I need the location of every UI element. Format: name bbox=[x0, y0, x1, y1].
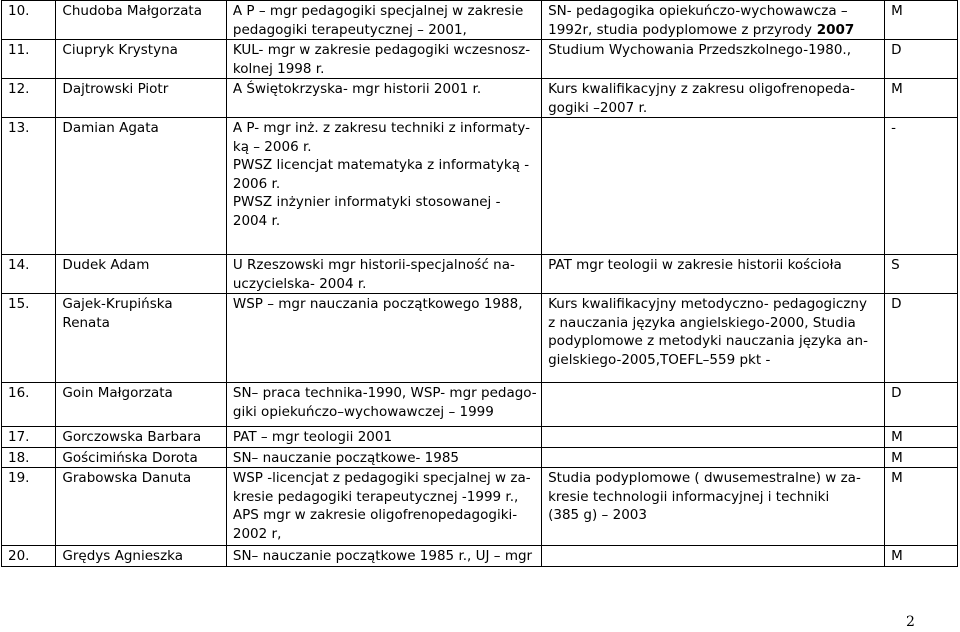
qualification-line: kresie technologii informacyjnej i techniki bbox=[548, 488, 830, 505]
education-line: KUL- mgr w zakresie pedagogiki wczesnosz- bbox=[232, 42, 531, 58]
promotion-level: - bbox=[885, 118, 958, 255]
qualifications-cell bbox=[542, 468, 885, 546]
table-row bbox=[2, 40, 958, 79]
qualifications-cell bbox=[542, 40, 885, 79]
qualification-line: PAT mgr teologii w zakresie historii kościoła bbox=[548, 257, 842, 273]
teacher-name: Chudoba Małgorzata bbox=[56, 1, 226, 40]
education-line: A Świętokrzyska- mgr historii 2001 r. bbox=[232, 81, 482, 97]
education-line: A P – mgr pedagogiki specjalnej w zakresie bbox=[232, 3, 524, 19]
education-line: WSP -licencjat z pedagogiki specjalnej w za- bbox=[232, 470, 531, 486]
qualification-line: Kurs kwalifikacyjny z zakresu oligofrenopeda- bbox=[548, 81, 856, 97]
education-cell bbox=[226, 79, 541, 118]
qualification-line: gielskiego-2005,TOEFL–559 pkt - bbox=[548, 351, 771, 368]
education-line: 2004 r. bbox=[232, 212, 281, 229]
education-cell bbox=[226, 40, 541, 79]
qualification-year: 2007 bbox=[812, 21, 855, 38]
education-cell bbox=[226, 546, 541, 567]
education-line: giki opiekuńczo–wychowawczej – 1999 bbox=[232, 403, 494, 420]
row-number: 15. bbox=[2, 294, 56, 383]
promotion-level: M bbox=[885, 468, 958, 546]
row-number: 16. bbox=[2, 383, 56, 427]
teacher-name: Goin Małgorzata bbox=[56, 383, 226, 427]
promotion-level: M bbox=[885, 546, 958, 567]
qualifications-cell bbox=[542, 79, 885, 118]
row-number: 20. bbox=[2, 546, 56, 567]
table-row bbox=[2, 79, 958, 118]
promotion-level: M bbox=[885, 79, 958, 118]
education-cell bbox=[226, 447, 541, 468]
qualifications-cell bbox=[542, 294, 885, 383]
education-line: PAT – mgr teologii 2001 bbox=[232, 429, 393, 445]
table-row bbox=[2, 546, 958, 567]
education-line: 2002 r, bbox=[232, 525, 282, 542]
teacher-name: Gościmińska Dorota bbox=[56, 447, 226, 468]
education-line: PWSZ inżynier informatyki stosowanej - bbox=[232, 194, 501, 210]
education-line: WSP – mgr nauczania początkowego 1988, bbox=[232, 296, 523, 312]
promotion-level: S bbox=[885, 255, 958, 294]
row-number: 12. bbox=[2, 79, 56, 118]
education-line: kolnej 1998 r. bbox=[232, 60, 325, 77]
qualifications-cell bbox=[542, 546, 885, 567]
teacher-name: Gajek-Krupińska Renata bbox=[56, 294, 226, 383]
qualifications-cell bbox=[542, 118, 885, 255]
education-line: kresie pedagogiki terapeutycznej -1999 r., bbox=[232, 488, 519, 505]
teacher-name: Damian Agata bbox=[56, 118, 226, 255]
qualification-line: Studia podyplomowe ( dwusemestralne) w za- bbox=[548, 470, 861, 486]
qualification-line: (385 g) – 2003 bbox=[548, 507, 647, 523]
row-number: 19. bbox=[2, 468, 56, 546]
qualification-line: SN- pedagogika opiekuńczo-wychowawcza – bbox=[548, 3, 848, 19]
promotion-level: M bbox=[885, 1, 958, 40]
education-line: ką – 2006 r. bbox=[232, 138, 312, 155]
promotion-level: D bbox=[885, 383, 958, 427]
table-row bbox=[2, 383, 958, 427]
table-row bbox=[2, 1, 958, 40]
qualifications-cell bbox=[542, 255, 885, 294]
staff-table bbox=[1, 0, 958, 567]
promotion-level: M bbox=[885, 447, 958, 468]
education-cell bbox=[226, 294, 541, 383]
table-row bbox=[2, 294, 958, 383]
table-row bbox=[2, 118, 958, 255]
qualifications-cell bbox=[542, 1, 885, 40]
qualification-line: Kurs kwalifikacyjny metodyczno- pedagogiczny bbox=[548, 296, 867, 312]
education-line: pedagogiki terapeutycznej – 2001, bbox=[232, 21, 467, 38]
table-row bbox=[2, 468, 958, 546]
teacher-name: Dudek Adam bbox=[56, 255, 226, 294]
teacher-name: Grabowska Danuta bbox=[56, 468, 226, 546]
education-line: A P- mgr inż. z zakresu techniki z informaty- bbox=[232, 120, 531, 136]
row-number: 10. bbox=[2, 1, 56, 40]
row-number: 14. bbox=[2, 255, 56, 294]
qualifications-cell bbox=[542, 447, 885, 468]
qualification-line: podyplomowe z metodyki nauczania języka an- bbox=[548, 333, 868, 349]
promotion-level: M bbox=[885, 427, 958, 448]
education-cell bbox=[226, 118, 541, 255]
education-cell bbox=[226, 255, 541, 294]
education-cell bbox=[226, 427, 541, 448]
promotion-level: D bbox=[885, 294, 958, 383]
education-cell bbox=[226, 383, 541, 427]
education-line: uczycielska- 2004 r. bbox=[232, 275, 367, 292]
qualification-line: Studium Wychowania Przedszkolnego-1980., bbox=[548, 42, 852, 58]
teacher-name: Ciupryk Krystyna bbox=[56, 40, 226, 79]
promotion-level: D bbox=[885, 40, 958, 79]
table-row bbox=[2, 255, 958, 294]
page-number: 2 bbox=[906, 614, 915, 630]
table-row bbox=[2, 427, 958, 448]
row-number: 17. bbox=[2, 427, 56, 448]
qualifications-cell bbox=[542, 383, 885, 427]
education-line: APS mgr w zakresie oligofrenopedagogiki- bbox=[232, 507, 518, 523]
qualification-line: 1992r, studia podyplomowe z przyrody 2007 bbox=[548, 21, 855, 38]
teacher-name: Dajtrowski Piotr bbox=[56, 79, 226, 118]
table-row bbox=[2, 447, 958, 468]
qualifications-cell bbox=[542, 427, 885, 448]
education-line: SN– praca technika-1990, WSP- mgr pedago- bbox=[232, 385, 537, 401]
qualification-line: z nauczania języka angielskiego-2000, Studia bbox=[548, 314, 856, 331]
education-line: U Rzeszowski mgr historii-specjalność na- bbox=[232, 257, 515, 273]
row-number: 11. bbox=[2, 40, 56, 79]
teacher-name: Grędys Agnieszka bbox=[56, 546, 226, 567]
education-cell bbox=[226, 1, 541, 40]
education-cell bbox=[226, 468, 541, 546]
education-line: 2006 r. bbox=[232, 175, 281, 192]
row-number: 13. bbox=[2, 118, 56, 255]
education-line: SN– nauczanie początkowe- 1985 bbox=[232, 449, 460, 466]
row-number: 18. bbox=[2, 447, 56, 468]
education-line: PWSZ licencjat matematyka z informatyką - bbox=[232, 157, 530, 173]
education-line: SN– nauczanie początkowe 1985 r., UJ – mgr bbox=[232, 548, 533, 564]
teacher-name: Gorczowska Barbara bbox=[56, 427, 226, 448]
qualification-line: gogiki –2007 r. bbox=[548, 99, 648, 116]
